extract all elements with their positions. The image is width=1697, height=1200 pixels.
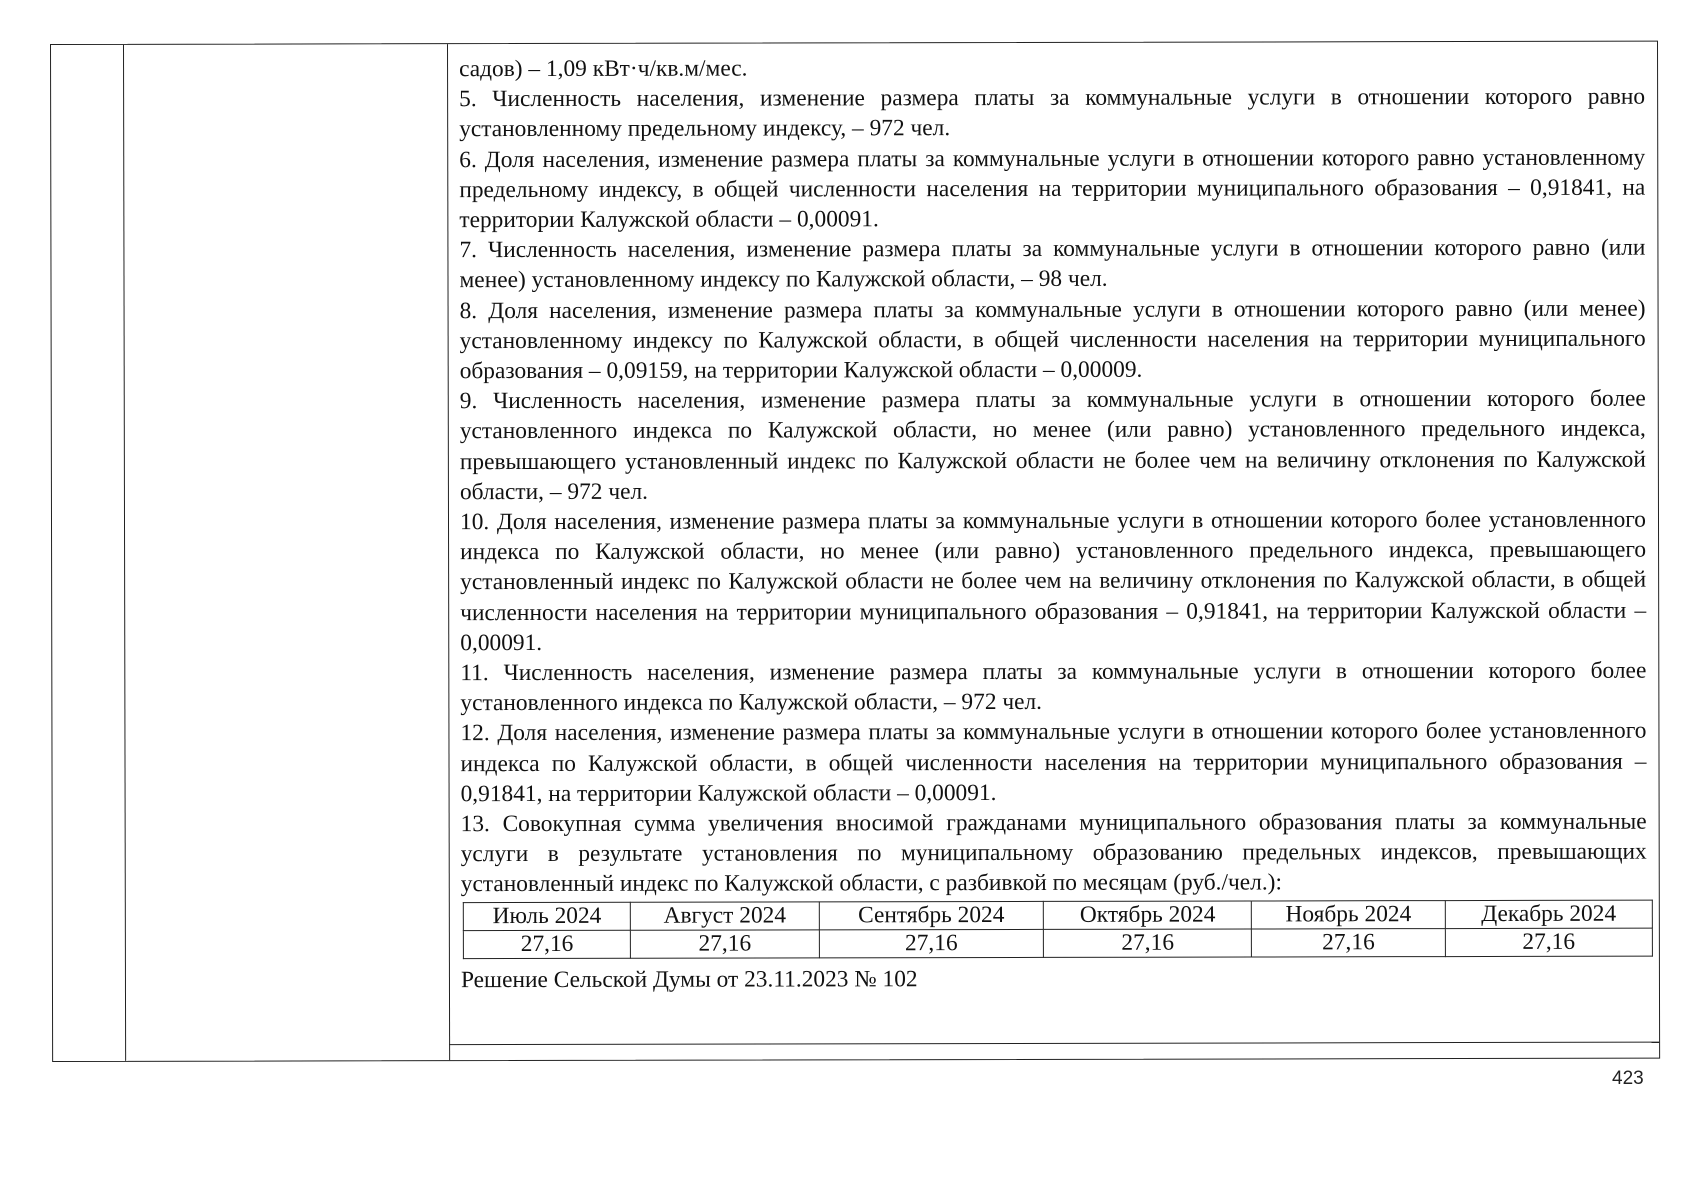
month-value: 27,16 (1445, 928, 1652, 956)
month-header: Ноябрь 2024 (1252, 900, 1445, 928)
month-header: Август 2024 (631, 902, 819, 930)
paragraph-10: 10. Доля населения, изменение размера платы за коммунальные услуги в отношении которого более установленного индекса по Калужской области, но менее (или равно) установленного предельного индекса, превышающего установленный индекс по Калужской области не более чем на величину отклонения по Калужской области, в общей численности населения на территории муниципального образования – 0,91841, на территории Калужской области – 0,00091. (459, 506, 1647, 657)
paragraph-continuation: садов) – 1,09 кВт·ч/кв.м/мес. (459, 55, 748, 83)
decision-reference: Решение Сельской Думы от 23.11.2023 № 102 (460, 965, 918, 993)
paragraph-9: 9. Численность населения, изменение размера платы за коммунальные услуги в отношении которого более установленного индекса по Калужской области, но менее (или равно) установленного предельного индекса, превышающего установленный индекс по Калужской области не более чем на величину отклонения по Калужской области, – 972 чел. (459, 385, 1646, 505)
column-divider-1 (123, 45, 126, 1061)
paragraph-8: 8. Доля населения, изменение размера платы за коммунальные услуги в отношении которого равно (или менее) установленному индексу по Калужской области, в общей численности населения на территории муниципального образования – 0,09159, на территории Калужской области – 0,00009. (459, 295, 1646, 385)
content-cell-bottom-border (449, 1042, 1659, 1046)
paragraph-11: 11. Численность населения, изменение размера платы за коммунальные услуги в отношении которого более установленного индекса по Калужской области, – 972 чел. (460, 657, 1647, 717)
paragraph-5: 5. Численность населения, изменение размера платы за коммунальные услуги в отношении которого равно установленному предельному индексу, – 972 чел. (459, 83, 1646, 143)
table-header-row (463, 900, 1652, 930)
month-header: Октябрь 2024 (1044, 901, 1252, 929)
document-table (50, 41, 1660, 1062)
month-value: 27,16 (463, 930, 630, 958)
content-cell (449, 52, 1651, 995)
paragraph-7: 7. Численность населения, изменение размера платы за коммунальные услуги в отношении которого равно (или менее) установленному индексу по Калужской области, – 98 чел. (459, 234, 1646, 294)
paragraph-12: 12. Доля населения, изменение размера платы за коммунальные услуги в отношении которого более установленного индекса по Калужской области, в общей численности населения на территории муниципального образования – 0,91841, на территории Калужской области – 0,00091. (460, 718, 1647, 808)
paragraph-13: 13. Совокупная сумма увеличения вносимой гражданами муниципального образования платы за коммунальные услуги в результате установления по муниципальному образованию предельных индексов, превышающих установленный индекс по Калужской области, с разбивкой по месяцам (руб./чел.): (460, 808, 1647, 898)
monthly-increase-table (463, 899, 1653, 958)
month-value: 27,16 (1252, 928, 1445, 956)
month-value: 27,16 (631, 930, 819, 958)
page-number: 423 (1612, 1068, 1644, 1089)
month-header: Июль 2024 (463, 902, 630, 930)
paragraph-6: 6. Доля населения, изменение размера платы за коммунальные услуги в отношении которого равно установленному предельному индексу, в общей численности населения на территории муниципального образования – 0,91841, на территории Калужской области – 0,00091. (459, 144, 1646, 234)
month-header: Сентябрь 2024 (819, 901, 1044, 929)
month-header: Декабрь 2024 (1445, 900, 1652, 928)
table-value-row (463, 928, 1652, 958)
month-value: 27,16 (1044, 929, 1252, 957)
month-value: 27,16 (819, 929, 1044, 957)
